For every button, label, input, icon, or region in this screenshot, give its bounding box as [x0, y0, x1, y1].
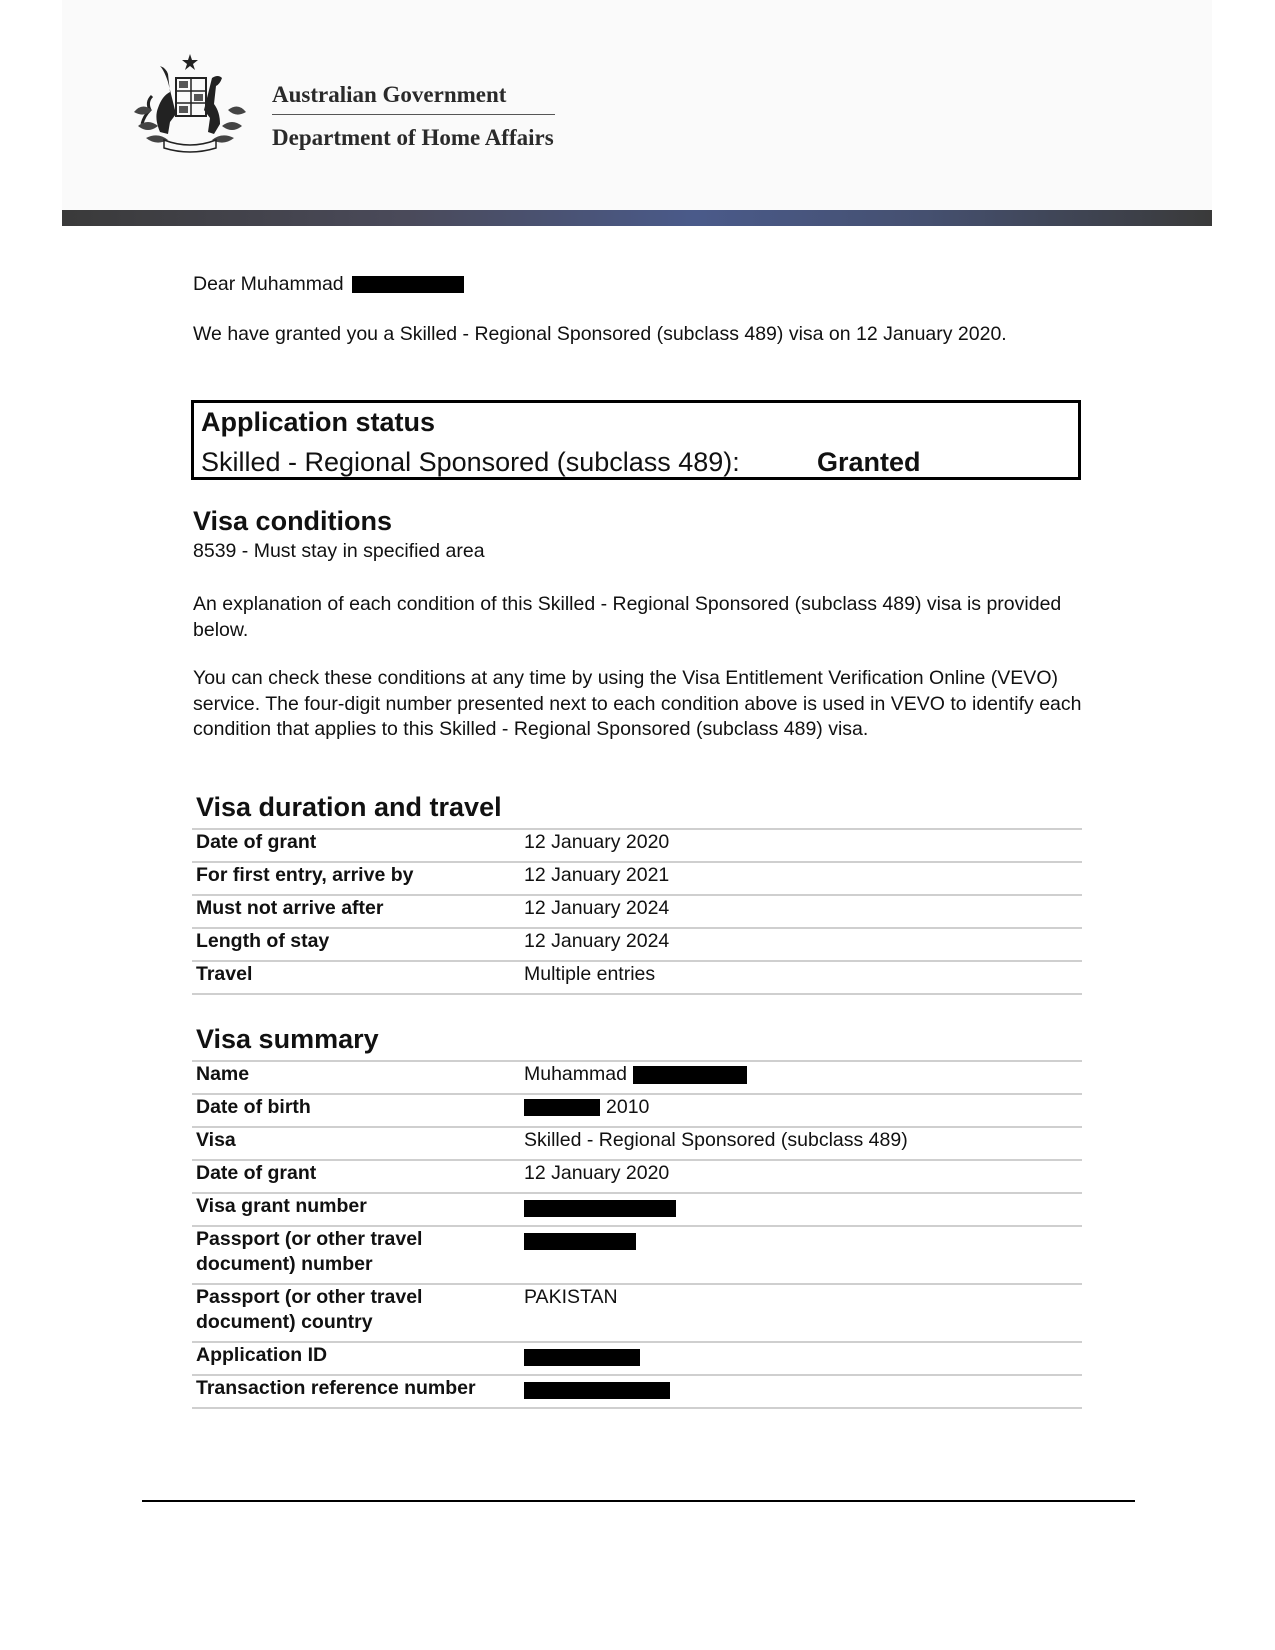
row-label: Must not arrive after [192, 895, 520, 928]
row-label: Visa grant number [192, 1193, 520, 1226]
government-name: Australian Government [272, 82, 555, 115]
conditions-explanation: An explanation of each condition of this Skilled - Regional Sponsored (subclass 489) visa is provided below. [193, 593, 1062, 641]
table-row [192, 829, 1082, 862]
row-value: 12 January 2020 [520, 1160, 1082, 1193]
row-value: 12 January 2020 [520, 829, 1082, 862]
row-value: Multiple entries [520, 961, 1082, 994]
footer-divider [142, 1500, 1135, 1502]
row-label: Travel [192, 961, 520, 994]
row-label: Date of birth [192, 1094, 520, 1127]
redacted-surname [633, 1066, 747, 1084]
redacted-passport-number [524, 1233, 636, 1250]
visa-conditions-heading: Visa conditions [193, 506, 393, 536]
row-value [520, 1375, 1082, 1408]
row-label: Application ID [192, 1342, 520, 1375]
government-heading [272, 82, 555, 151]
row-value: 12 January 2024 [520, 895, 1082, 928]
row-value: 12 January 2024 [520, 928, 1082, 961]
row-label: Transaction reference number [192, 1375, 520, 1408]
vevo-paragraph: You can check these conditions at any time by using the Visa Entitlement Verification Online (VEVO) service. The four-digit number presented next to each condition above is used in VEVO to identify each condition that applies to this Skilled - Regional Sponsored (subclass 489) visa. [193, 667, 1082, 740]
status-visa: Skilled - Regional Sponsored (subclass 489): [201, 447, 740, 477]
table-row [192, 928, 1082, 961]
condition-item: 8539 - Must stay in specified area [193, 540, 485, 562]
table-row [192, 1061, 1082, 1094]
visa-summary-heading: Visa summary [196, 1024, 379, 1054]
name-value: Muhammad [524, 1063, 627, 1085]
redacted-transaction-reference [524, 1382, 670, 1399]
application-status-box [191, 400, 1081, 480]
birth-year: 2010 [606, 1096, 650, 1118]
status-title: Application status [201, 407, 436, 437]
redacted-grant-number [524, 1200, 676, 1217]
row-value: PAKISTAN [520, 1284, 1082, 1342]
visa-duration-table [192, 828, 1082, 995]
table-row [192, 1094, 1082, 1127]
table-row [192, 862, 1082, 895]
salutation [193, 272, 1093, 298]
row-value [520, 1061, 1082, 1094]
row-label: Date of grant [192, 829, 520, 862]
row-label: Length of stay [192, 928, 520, 961]
redacted-surname [352, 276, 464, 293]
table-row [192, 895, 1082, 928]
row-label: For first entry, arrive by [192, 862, 520, 895]
row-value [520, 1342, 1082, 1375]
row-label: Date of grant [192, 1160, 520, 1193]
row-value [520, 1226, 1082, 1284]
table-row [192, 1375, 1082, 1408]
table-row [192, 1342, 1082, 1375]
header-band [62, 210, 1212, 226]
table-row [192, 1193, 1082, 1226]
coat-of-arms-icon [124, 52, 256, 156]
redacted-birth-day-month [524, 1099, 600, 1116]
row-value: 12 January 2021 [520, 862, 1082, 895]
status-value: Granted [817, 447, 921, 477]
row-value [520, 1193, 1082, 1226]
row-value: Skilled - Regional Sponsored (subclass 489) [520, 1127, 1082, 1160]
row-label: Name [192, 1061, 520, 1094]
table-row [192, 1226, 1082, 1284]
grant-intro: We have granted you a Skilled - Regional Sponsored (subclass 489) visa on 12 January 2020. [193, 323, 1007, 345]
visa-duration-heading: Visa duration and travel [196, 792, 502, 822]
row-label: Visa [192, 1127, 520, 1160]
salutation-text: Dear Muhammad [193, 273, 344, 295]
table-row [192, 1160, 1082, 1193]
row-label: Passport (or other travel document) number [192, 1226, 520, 1284]
department-name: Department of Home Affairs [272, 125, 554, 150]
table-row [192, 961, 1082, 994]
row-label: Passport (or other travel document) country [192, 1284, 520, 1342]
table-row [192, 1127, 1082, 1160]
visa-summary-table [192, 1060, 1082, 1409]
redacted-application-id [524, 1349, 640, 1366]
table-row [192, 1284, 1082, 1342]
row-value [520, 1094, 1082, 1127]
